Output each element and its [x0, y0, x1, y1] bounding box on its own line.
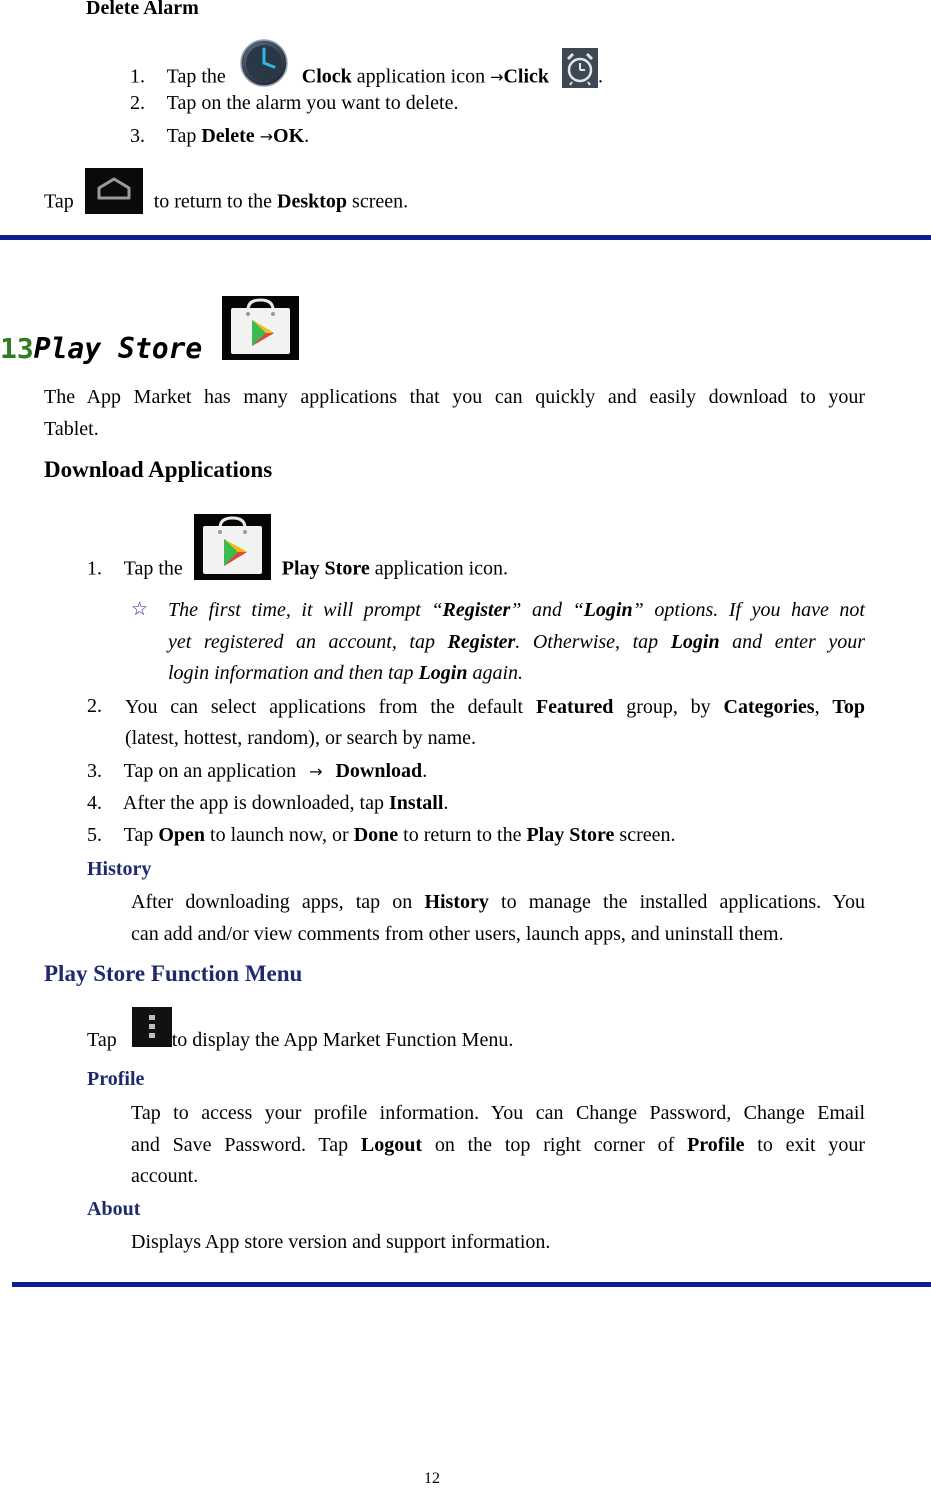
profile-text: to exit your [757, 1134, 866, 1156]
login-label: Login [670, 631, 720, 653]
top-rule [0, 235, 931, 240]
note-line-2 [168, 630, 865, 654]
profile-label: Profile [687, 1134, 745, 1156]
register-label: Register [447, 631, 516, 653]
alarm-clock-icon [562, 48, 598, 94]
period: . [443, 792, 449, 814]
step-text: After the app is downloaded, tap [122, 792, 384, 814]
history-text: After downloading apps, tap on [131, 891, 413, 913]
step-text: application icon [356, 65, 486, 88]
step-text: You can select applications from the default [125, 696, 524, 718]
menu-text: to display the App Market Function Menu. [171, 1029, 514, 1051]
open-label: Open [158, 824, 206, 846]
step-number: 4. [87, 792, 102, 814]
bottom-rule [12, 1282, 931, 1287]
step-number: 3. [130, 125, 145, 147]
return-text-end: screen. [352, 190, 409, 213]
period: . [304, 125, 310, 147]
download-step-2-line-2: (latest, hottest, random), or search by name. [125, 727, 476, 749]
categories-label: Categories [723, 696, 815, 718]
intro-line-2: Tablet. [44, 418, 99, 440]
step-number: 1. [87, 557, 102, 580]
profile-line-1: Tap to access your profile information. You can Change Password, Change Email [131, 1102, 865, 1124]
profile-heading: Profile [87, 1068, 145, 1090]
logout-label: Logout [360, 1134, 423, 1156]
download-step-4 [87, 792, 448, 815]
history-line-1 [131, 890, 865, 914]
arrow-icon: → [309, 762, 323, 781]
note-text: ” options. If you have not [632, 599, 865, 621]
play-store-app-icon [194, 514, 271, 586]
step-text: group, by [626, 696, 711, 718]
step-text: Tap the [166, 65, 226, 88]
step-number: 5. [87, 824, 102, 846]
history-label: History [424, 891, 489, 913]
tap-text: Tap [87, 1029, 117, 1051]
note-text: ” and “ [510, 599, 584, 621]
download-step-2-line-1 [125, 695, 865, 719]
note-text: yet registered an account, tap [168, 631, 435, 653]
play-store-label: Play Store [526, 824, 615, 846]
step-number: 3. [87, 760, 102, 782]
step-text: Tap the [123, 557, 183, 580]
return-text: to return to the [153, 190, 273, 213]
download-step-2-number: 2. [87, 695, 102, 717]
function-menu-heading: Play Store Function Menu [44, 961, 303, 986]
delete-label: Delete [201, 125, 255, 147]
login-label: Login [418, 662, 468, 684]
step-text: Tap on an application [123, 760, 297, 782]
step-text: Tap [166, 125, 197, 147]
comma: , [814, 696, 820, 718]
tap-text: Tap [44, 190, 74, 213]
about-heading: About [87, 1198, 141, 1220]
home-button-icon [85, 168, 143, 220]
profile-text: on the top right corner of [434, 1134, 675, 1156]
download-label: Download [335, 760, 423, 782]
download-step-1 [87, 554, 508, 586]
clock-label: Clock [301, 65, 352, 88]
return-desktop-line [44, 186, 408, 220]
period: . [422, 760, 428, 782]
note-text: The first time, it will prompt “ [168, 599, 443, 621]
step-number: 1. [130, 65, 145, 88]
intro-line-1: The App Market has many applications that you can quickly and easily download to your [44, 386, 865, 408]
note-text: . Otherwise, tap [515, 631, 659, 653]
step-text: screen. [619, 824, 676, 846]
note-line-1 [168, 598, 865, 622]
profile-line-3: account. [131, 1165, 199, 1187]
arrow-icon: → [490, 67, 504, 87]
section-number: 13 [0, 332, 34, 365]
history-text: to manage the installed applications. You [501, 891, 865, 913]
done-label: Done [353, 824, 399, 846]
about-text: Displays App store version and support information. [131, 1231, 551, 1253]
step-text-end: application icon. [374, 557, 509, 580]
note-text: login information and then tap [168, 662, 414, 684]
note-line-3 [168, 662, 523, 685]
function-menu-line [87, 1029, 513, 1053]
menu-overflow-icon [132, 1007, 172, 1053]
delete-step-3 [130, 125, 309, 148]
arrow-icon: → [259, 127, 274, 146]
ok-label: OK [273, 125, 305, 147]
section-title [0, 332, 202, 365]
delete-step-1 [130, 60, 603, 96]
delete-step-2 [130, 92, 458, 115]
download-step-5 [87, 824, 676, 847]
note-star-icon: ☆ [131, 598, 149, 620]
top-label: Top [832, 696, 866, 718]
click-label: Click [503, 65, 550, 88]
step-text: Tap on the alarm you want to delete. [166, 92, 459, 114]
login-label: Login [583, 599, 633, 621]
step-text: to launch now, or [210, 824, 349, 846]
page-number: 12 [424, 1470, 440, 1487]
note-text: again. [472, 662, 524, 684]
play-store-label: Play Store [281, 557, 370, 580]
desktop-label: Desktop [277, 190, 348, 213]
history-heading: History [87, 858, 152, 880]
install-label: Install [388, 792, 444, 814]
clock-app-icon [237, 38, 291, 96]
register-label: Register [442, 599, 511, 621]
delete-alarm-heading: Delete Alarm [86, 0, 199, 19]
period: . [598, 65, 604, 88]
step-text: Tap [123, 824, 154, 846]
download-step-3 [87, 760, 427, 783]
history-line-2: can add and/or view comments from other users, launch apps, and uninstall them. [131, 923, 784, 945]
featured-label: Featured [535, 696, 614, 718]
profile-line-2 [131, 1133, 865, 1157]
note-text: and enter your [732, 631, 865, 653]
profile-text: and Save Password. Tap [131, 1134, 349, 1156]
section-title-text: Play Store [33, 332, 203, 365]
step-number: 2. [130, 92, 145, 114]
play-store-header-icon [222, 296, 299, 366]
download-heading: Download Applications [44, 457, 273, 482]
step-text: to return to the [403, 824, 522, 846]
